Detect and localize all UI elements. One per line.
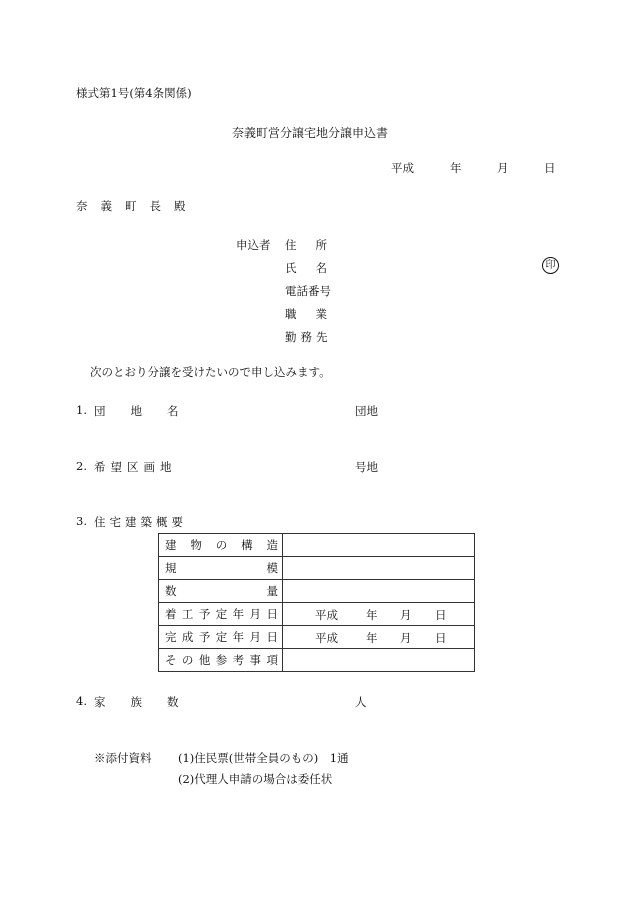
item-2-label: 希望区画地 <box>94 460 177 474</box>
row-label-text <box>165 629 278 645</box>
completion-date-era: 平成 <box>315 631 338 645</box>
label-char: 量 <box>266 584 278 598</box>
name-label: 氏名 <box>285 261 346 275</box>
start-date-cell[interactable] <box>283 603 475 626</box>
completion-date-month: 月 <box>400 631 412 645</box>
item-3-number: 3. <box>76 514 87 528</box>
workplace-label: 勤務先 <box>285 330 332 344</box>
date-day: 日 <box>544 161 556 175</box>
row-label-structure <box>159 534 283 557</box>
label-char: 定 <box>215 630 228 644</box>
row-label-start-date <box>159 603 283 626</box>
date-era: 平成 <box>391 161 414 175</box>
attachment-item-2: (2)代理人申請の場合は委任状 <box>178 772 333 786</box>
label-char: 構 <box>241 538 253 552</box>
label-char: そ <box>165 653 177 667</box>
row-label-remarks <box>159 649 283 672</box>
label-char: 日 <box>266 607 278 621</box>
row-label-text <box>165 560 278 576</box>
row-label-text <box>165 583 278 599</box>
label-char: 建 <box>165 538 177 552</box>
table-row <box>159 649 475 672</box>
label-char: 事 <box>249 653 262 667</box>
structure-value-cell[interactable] <box>283 534 475 557</box>
row-label-completion-date <box>159 626 283 649</box>
label-char: 成 <box>181 630 194 644</box>
label-char: の <box>215 538 228 552</box>
label-char: 年 <box>232 630 245 644</box>
start-date-era: 平成 <box>315 608 338 622</box>
row-label-quantity <box>159 580 283 603</box>
start-date-year: 年 <box>366 608 378 622</box>
occupation-label: 職業 <box>285 307 346 321</box>
item-2-number: 2. <box>76 459 87 473</box>
applicant-label: 申込者 <box>236 238 271 252</box>
row-label-text <box>165 537 278 553</box>
row-label-text <box>165 606 278 622</box>
label-char: の <box>181 653 194 667</box>
label-char: 参 <box>215 653 228 667</box>
item-4-number: 4. <box>76 694 87 708</box>
label-char: 月 <box>249 607 262 621</box>
intro-text: 次のとおり分譲を受けたいので申し込みます。 <box>90 365 331 379</box>
item-2-unit: 号地 <box>355 460 378 474</box>
item-1-number: 1. <box>76 403 87 417</box>
label-char: 予 <box>198 630 211 644</box>
row-label-text <box>165 652 278 668</box>
phone-label: 電話番号 <box>285 284 331 298</box>
quantity-value-cell[interactable] <box>283 580 475 603</box>
date-month: 月 <box>497 161 509 175</box>
label-char: 定 <box>215 607 228 621</box>
item-1-label: 団地名 <box>94 404 204 418</box>
completion-date-day: 日 <box>435 631 447 645</box>
start-date-day: 日 <box>435 608 447 622</box>
completion-date-year: 年 <box>366 631 378 645</box>
item-4-label: 家族数 <box>94 695 204 709</box>
item-3-label: 住宅建築概要 <box>94 515 187 529</box>
label-char: 模 <box>266 561 278 575</box>
label-char: 数 <box>165 584 177 598</box>
table-row <box>159 534 475 557</box>
building-summary-table <box>158 533 475 672</box>
label-char: 完 <box>165 630 177 644</box>
completion-date-cell[interactable] <box>283 626 475 649</box>
start-date-month: 月 <box>400 608 412 622</box>
label-char: 他 <box>198 653 211 667</box>
table-row <box>159 557 475 580</box>
addressee: 奈義町長殿 <box>76 199 199 213</box>
attachment-item-1: (1)住民票(世帯全員のもの) 1通 <box>178 751 349 765</box>
scale-value-cell[interactable] <box>283 557 475 580</box>
label-char: 考 <box>232 653 245 667</box>
table-row <box>159 626 475 649</box>
label-char: 造 <box>266 538 278 552</box>
item-4-unit: 人 <box>355 695 367 709</box>
table-row <box>159 580 475 603</box>
label-char: 日 <box>266 630 278 644</box>
label-char: 工 <box>181 607 194 621</box>
attachments-heading: ※添付資料 <box>94 751 152 765</box>
remarks-value-cell[interactable] <box>283 649 475 672</box>
row-label-scale <box>159 557 283 580</box>
table-row <box>159 603 475 626</box>
label-char: 月 <box>249 630 262 644</box>
label-char: 予 <box>198 607 211 621</box>
document-title: 奈義町営分譲宅地分譲申込書 <box>232 126 389 140</box>
label-char: 物 <box>190 538 202 552</box>
date-year: 年 <box>450 161 462 175</box>
seal-mark: 印 <box>542 257 559 274</box>
address-label: 住所 <box>285 238 346 252</box>
label-char: 規 <box>165 561 177 575</box>
form-number: 様式第1号(第4条関係) <box>76 86 192 100</box>
label-char: 着 <box>165 607 177 621</box>
item-1-unit: 団地 <box>355 404 378 418</box>
label-char: 年 <box>232 607 245 621</box>
label-char: 項 <box>266 653 278 667</box>
